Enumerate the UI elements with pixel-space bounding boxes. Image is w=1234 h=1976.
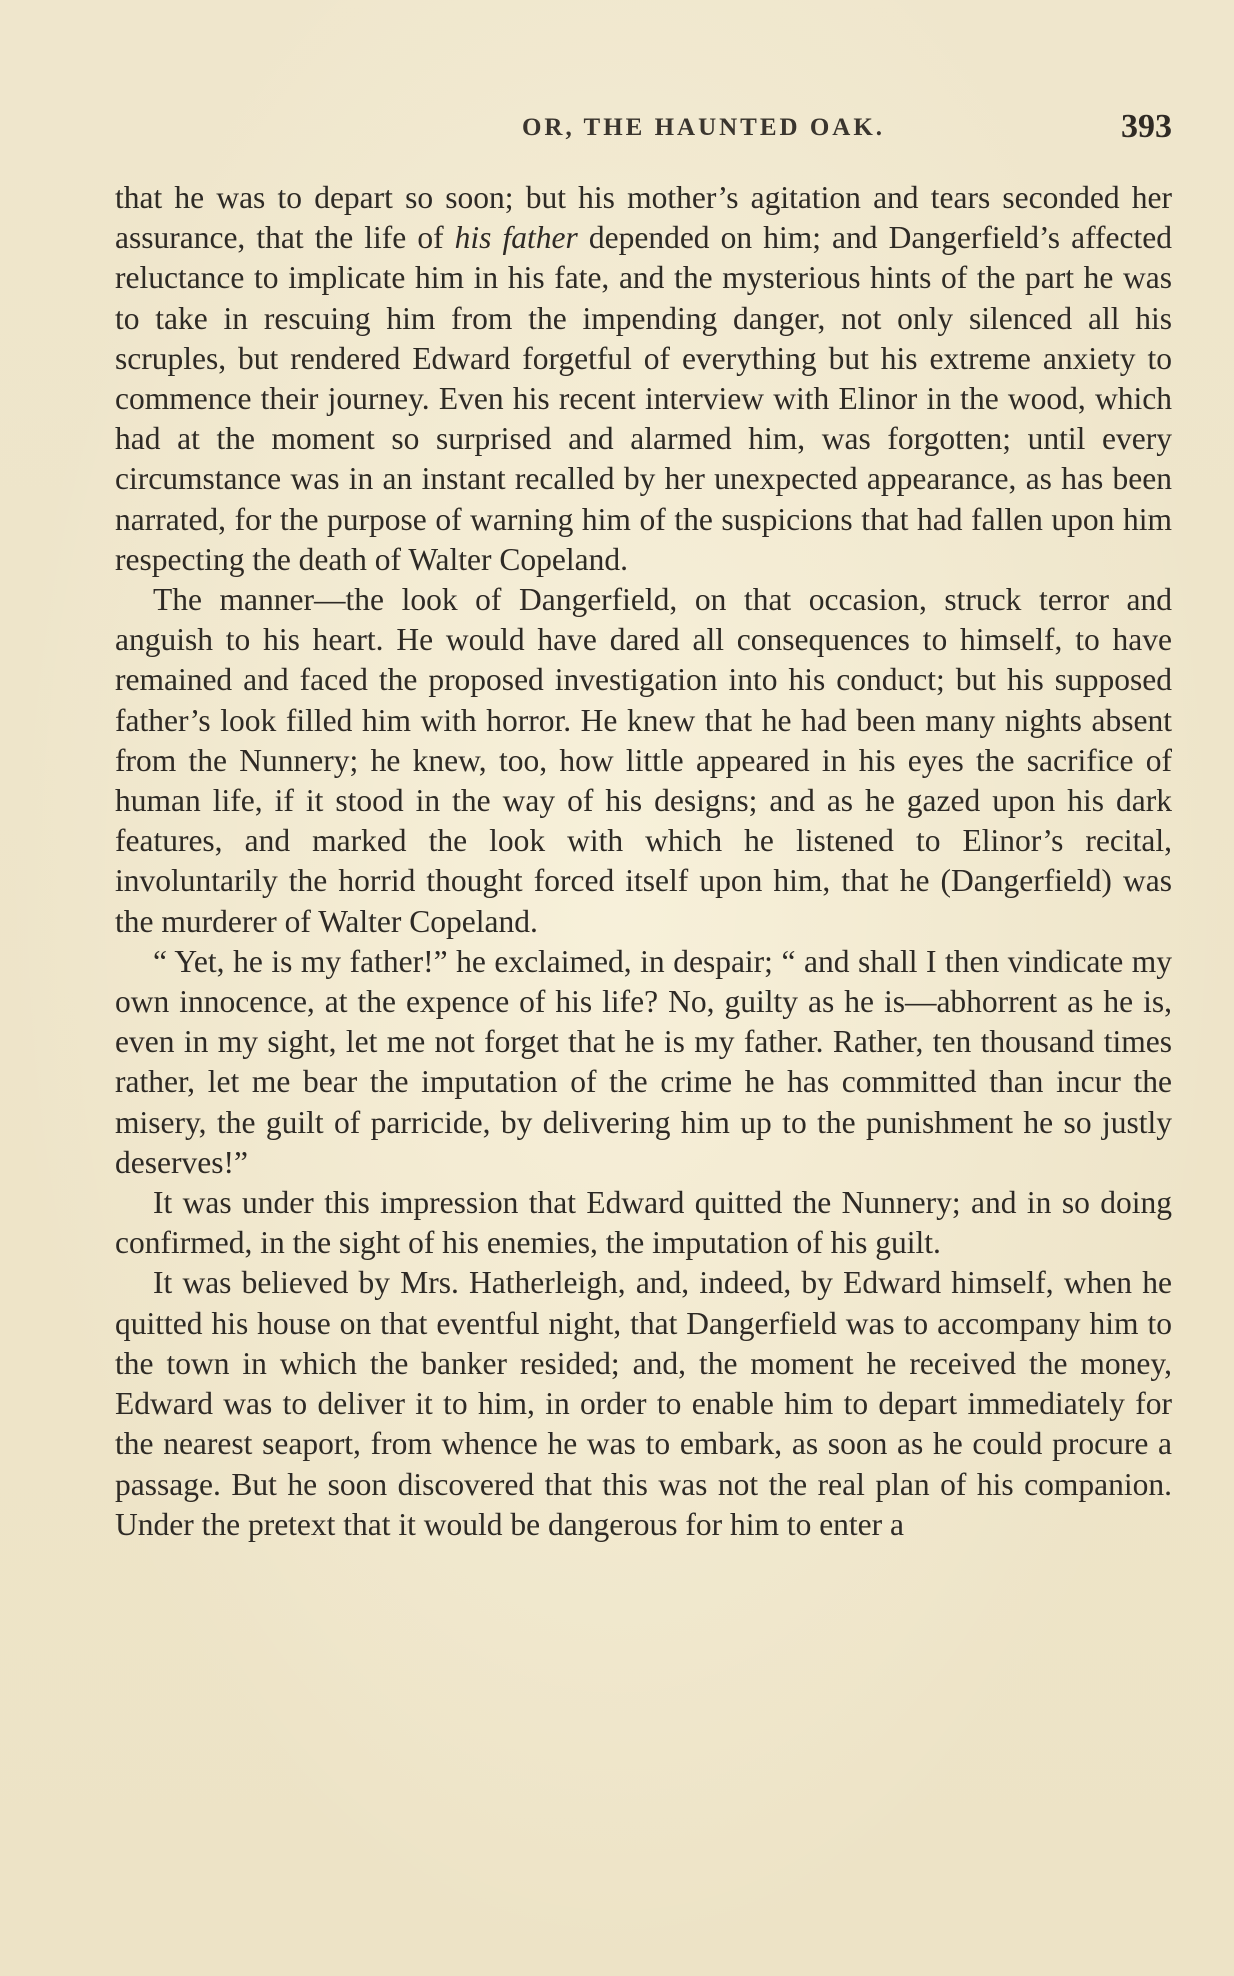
paragraph-text: that he was to depart so soon; but his mother’s agitation and tears seconded her assurance, that the life of [115,180,1172,256]
paragraph: The manner—the look of Dangerfield, on that occasion, struck terror and anguish to his heart. He would have dared all consequences to himself, to have remained and faced the proposed investigation into his conduct; but his supposed father’s look filled him with horror. He knew that he had been many nights absent from the Nunnery; he knew, too, how little appeared in his eyes the sacrifice of human life, if it stood in the way of his designs; and as he gazed upon his dark features, and marked the look with which he listened to Elinor’s recital, involuntarily the horrid thought forced itself upon him, that he (Dangerfield) was the murderer of Walter Copeland. [115,582,1172,939]
italic-phrase: his father [454,220,578,256]
paragraph: “ Yet, he is my father!” he exclaimed, in despair; “ and shall I then vindicate my own innocence, at the expence of his life? No, guilty as he is—abhorrent as he is, even in my sight, let me not forget that he is my father. Rather, ten thousand times rather, let me bear the imputation of the crime he has committed than incur the misery, the guilt of parricide, by delivering him up to the punishment he so justly deserves!” [115,943,1172,1180]
paragraph: It was under this impression that Edward quitted the Nunnery; and in so doing confirmed, in the sight of his enemies, the imputation of his guilt. [115,1185,1172,1261]
page-header [115,108,1172,148]
paragraph: It was believed by Mrs. Hatherleigh, and, indeed, by Edward himself, when he quitted his house on that eventful night, that Dangerfield was to accompany him to the town in which the banker resided; and, the moment he received the money, Edward was to deliver it to him, in order to enable him to depart immediately for the nearest seaport, from whence he was to embark, as soon as he could procure a passage. But he soon discovered that this was not the real plan of his companion. Under the pretext that it would be dangerous for him to enter a [115,1265,1172,1542]
paragraph [115,178,1172,580]
running-head: OR, THE HAUNTED OAK. [521,114,886,141]
paragraph-text: depended on him; and Dangerfield’s affected reluctance to implicate him in his fate, and the mysterious hints of the part he was to take in rescuing him from the impending danger, not only silenced all his scruples, but rendered Edward forgetful of everything but his extreme anxiety to commence their journey. Even his recent interview with Elinor in the wood, which had at the moment so surprised and alarmed him, was forgotten; until every circumstance was in an instant recalled by her unexpected appearance, as has been narrated, for the purpose of warning him of the suspicions that had fallen upon him respecting the death of Walter Copeland. [115,220,1172,577]
page-number: 393 [1121,108,1172,145]
body-text [115,178,1172,1545]
